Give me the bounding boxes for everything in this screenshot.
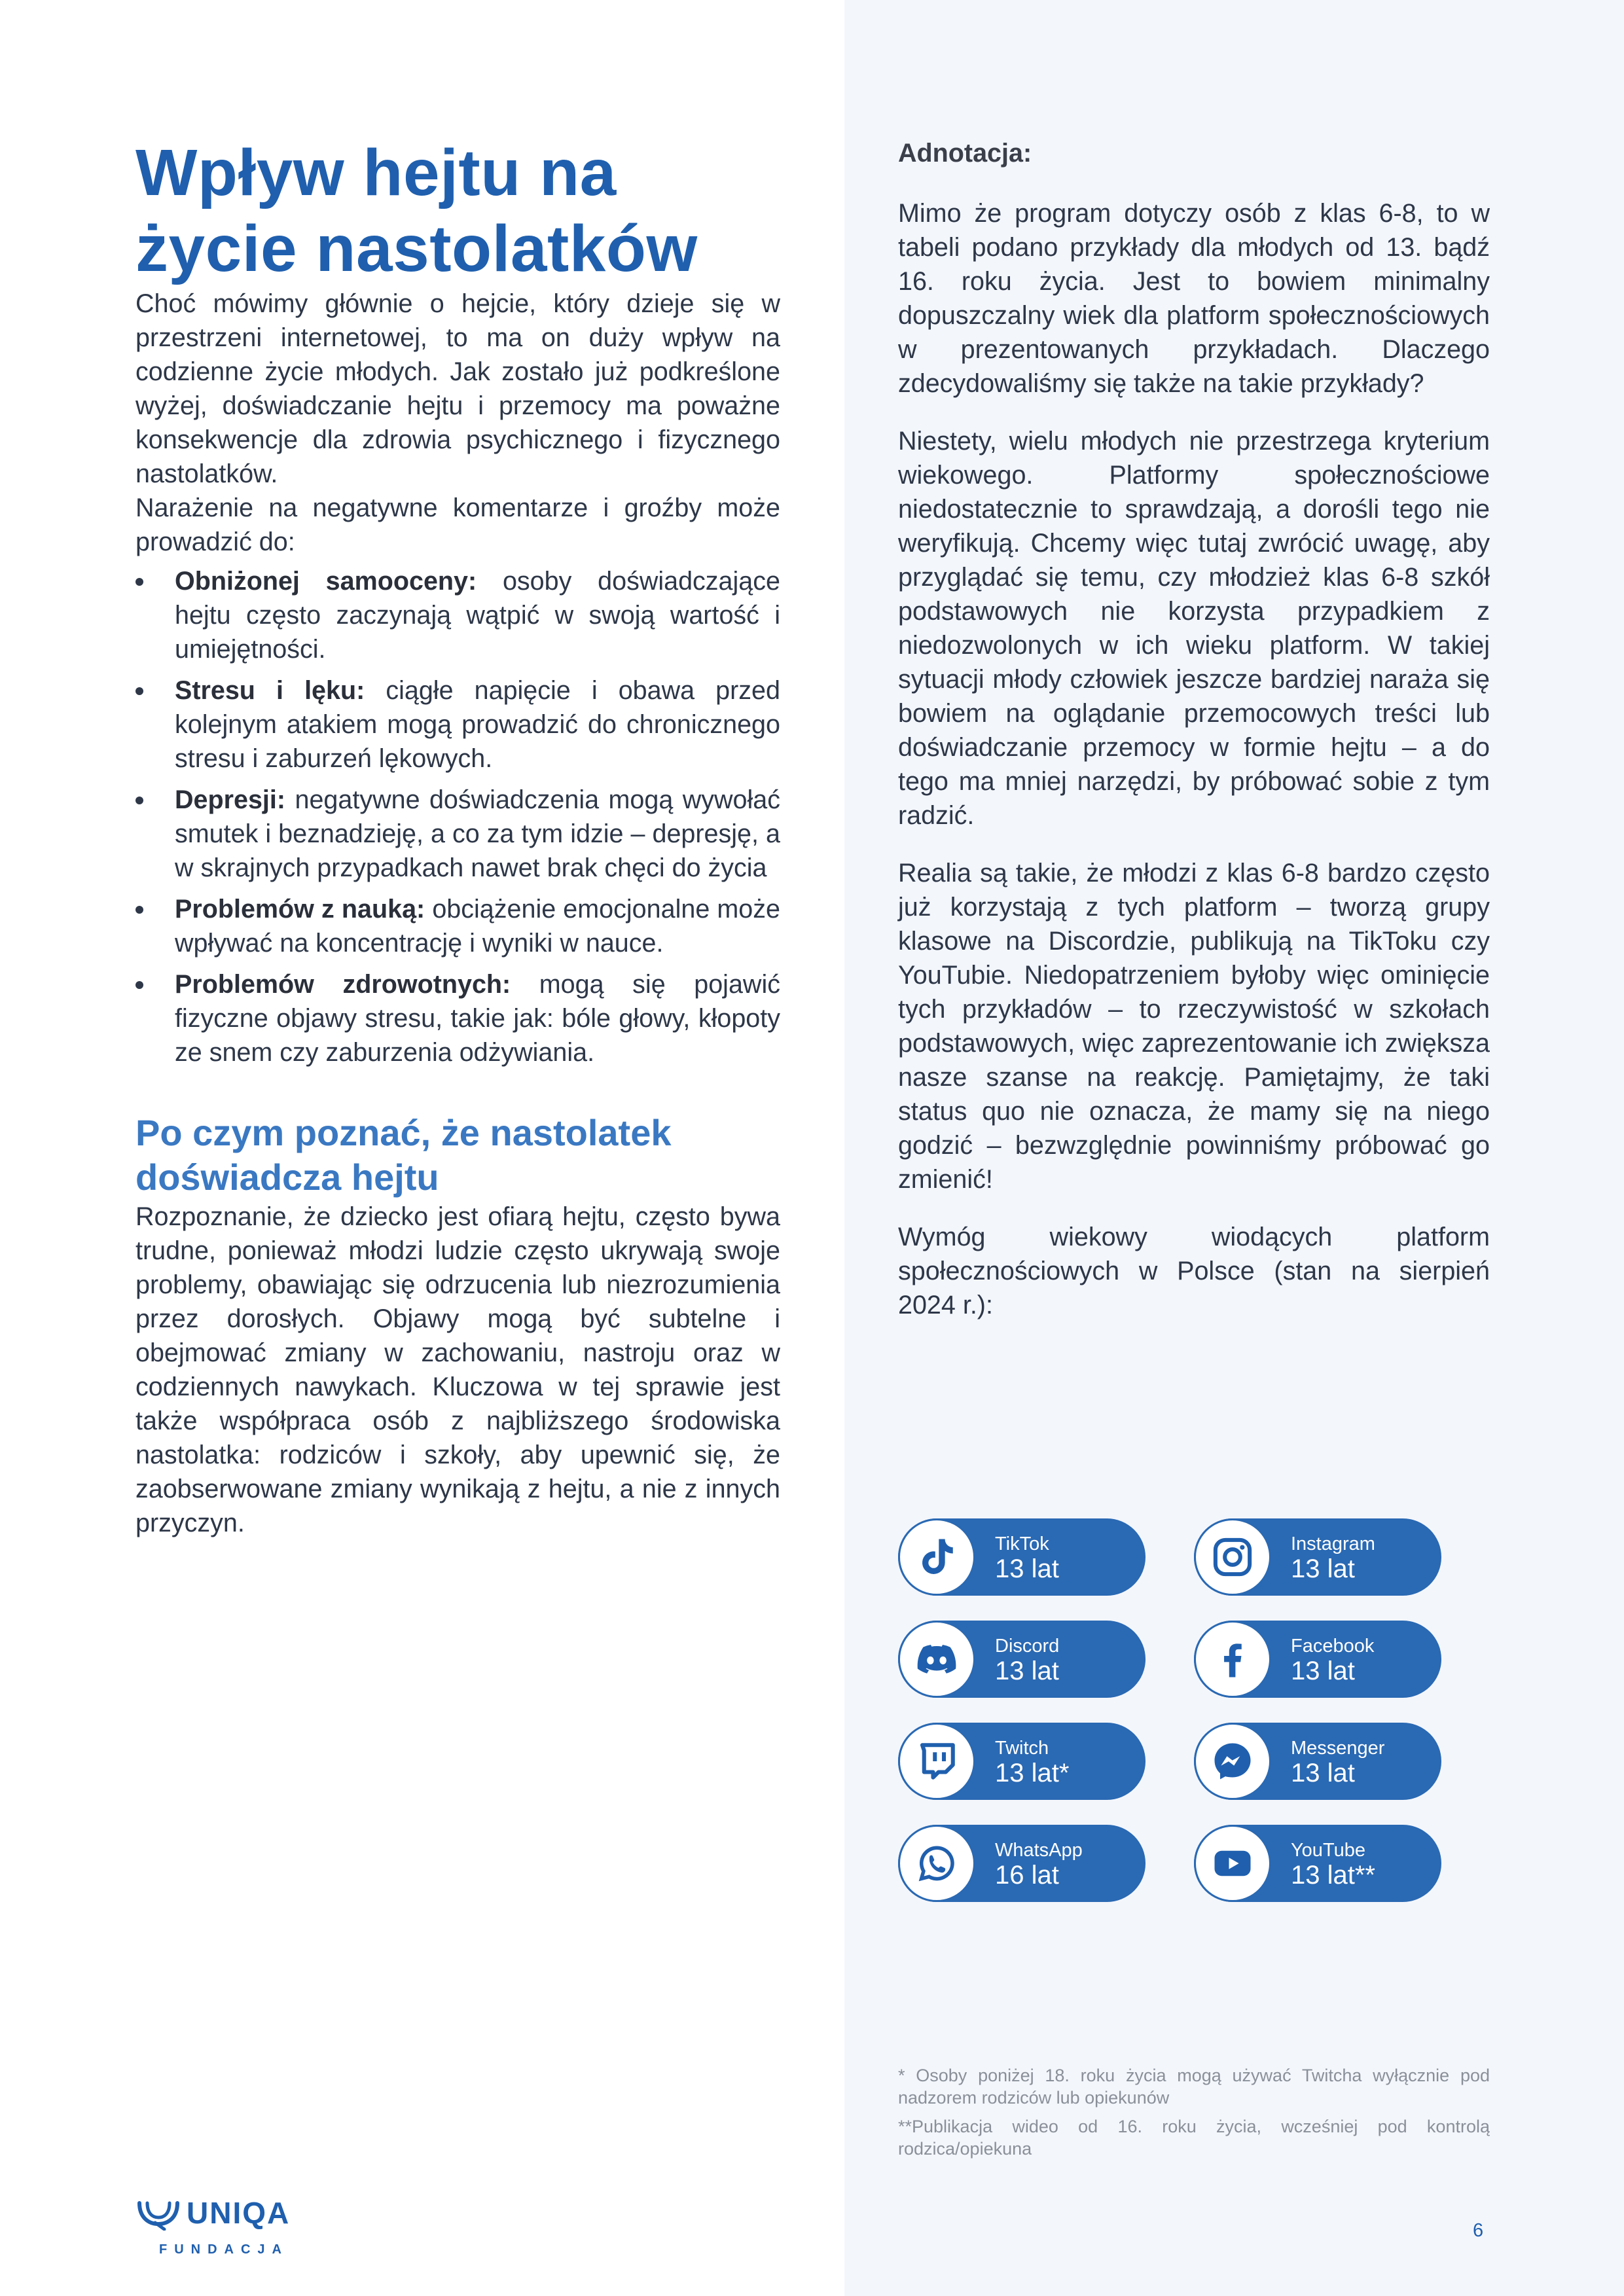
platform-age: 13 lat bbox=[995, 1554, 1059, 1583]
bullet-icon bbox=[135, 797, 143, 804]
platform-badges bbox=[898, 1518, 1474, 1902]
logo-subtitle: FUNDACJA bbox=[159, 2242, 289, 2257]
section-title-line-1: Po czym poznać, że nastolatek bbox=[135, 1112, 672, 1153]
list-item bbox=[135, 967, 780, 1069]
platform-badge-discord bbox=[898, 1621, 1146, 1698]
platform-age: 13 lat* bbox=[995, 1759, 1070, 1787]
platform-age: 13 lat bbox=[1291, 1759, 1355, 1787]
platform-age: 13 lat bbox=[995, 1657, 1059, 1685]
tiktok-icon bbox=[898, 1518, 975, 1596]
instagram-icon bbox=[1194, 1518, 1271, 1596]
footnote-youtube: **Publikacja wideo od 16. roku życia, wcześniej pod kontrolą rodzica/opiekuna bbox=[898, 2117, 1490, 2159]
list-item-text: mogą się pojawić fizyczne objawy stresu, takie jak: bóle głowy, kłopoty ze snem czy zaburzenia odżywiania. bbox=[175, 970, 780, 1067]
youtube-icon bbox=[1194, 1825, 1271, 1902]
page-title-line-1: Wpływ hejtu na bbox=[135, 136, 617, 209]
page-number: 6 bbox=[1473, 2220, 1484, 2241]
effects-list bbox=[135, 564, 780, 1069]
messenger-icon bbox=[1194, 1723, 1271, 1800]
intro-paragraph: Choć mówimy głównie o hejcie, który dzieje się w przestrzeni internetowej, to ma on duży wpływ na codzienne życie młodych. Jak zostało już podkreślone wyżej, doświadczanie hejtu i przemocy ma poważne konsekwencje dla zdrowia psychicznego i fizycznego nastolatków. bbox=[135, 289, 780, 488]
annotation-paragraph-3: Realia są takie, że młodzi z klas 6-8 bardzo często już korzystają z tych platform – tworzą grupy klasowe na Discordzie, publikują na TikToku czy YouTubie. Niedopatrzeniem byłoby więc ominięcie tych przykładów – to rzeczywistość w szkołach podstawowych, więc zaprezentowanie ich zwiększa nasze szanse na reakcję. Pamiętajmy, że taki status quo nie oznacza, że mamy się na niego godzić – bezwzględnie powinniśmy próbować go zmienić! bbox=[898, 859, 1490, 1194]
section-title-line-2: doświadcza hejtu bbox=[135, 1157, 439, 1198]
discord-icon bbox=[898, 1621, 975, 1698]
platform-age: 13 lat** bbox=[1291, 1861, 1375, 1890]
annotation-paragraph-2: Niestety, wielu młodych nie przestrzega kryterium wiekowego. Platformy społecznościowe niedostatecznie to sprawdzają, a dorośli tego nie weryfikują. Chcemy więc tutaj zwrócić uwagę, aby przyglądać się temu, czy młodzież klas 6-8 szkół podstawowych nie korzysta przypadkiem z niedozwolonych w ich wieku platform. W takiej sytuacji młody człowiek jeszcze bardziej naraża się bowiem na oglądanie przemocowych treści lub doświadczanie przemocy w formie hejtu – a do tego ma mniej narzędzi, by próbować sobie z tym radzić. bbox=[898, 427, 1490, 830]
list-item-term: Obniżonej samooceny: bbox=[175, 567, 477, 596]
bullet-icon bbox=[135, 578, 143, 586]
page-title bbox=[135, 135, 780, 287]
list-item-term: Stresu i lęku: bbox=[175, 676, 365, 705]
uniqa-logo bbox=[135, 2195, 306, 2261]
list-item-term: Problemów z nauką: bbox=[175, 895, 425, 924]
right-column bbox=[898, 136, 1490, 1322]
bullet-icon bbox=[135, 687, 143, 695]
left-column bbox=[135, 135, 780, 1540]
list-item bbox=[135, 783, 780, 885]
platform-name: YouTube bbox=[1291, 1840, 1365, 1861]
platform-name: Facebook bbox=[1291, 1636, 1375, 1657]
platform-age: 13 lat bbox=[1291, 1657, 1355, 1685]
platform-name: Messenger bbox=[1291, 1738, 1385, 1759]
lead-paragraph: Narażenie na negatywne komentarze i groźby może prowadzić do: bbox=[135, 493, 780, 556]
age-requirement-intro: Wymóg wiekowy wiodących platform społecznościowych w Polsce (stan na sierpień 2024 r.): bbox=[898, 1223, 1490, 1319]
list-item bbox=[135, 892, 780, 960]
platform-badge-facebook bbox=[1194, 1621, 1441, 1698]
platform-badge-messenger bbox=[1194, 1723, 1441, 1800]
platform-age: 16 lat bbox=[995, 1861, 1059, 1890]
logo-brand: UNIQA bbox=[187, 2196, 291, 2230]
annotation-label: Adnotacja: bbox=[898, 139, 1032, 168]
twitch-icon bbox=[898, 1723, 975, 1800]
footnote-twitch: * Osoby poniżej 18. roku życia mogą używać Twitcha wyłącznie pod nadzorem rodziców lub opiekunów bbox=[898, 2066, 1490, 2108]
list-item-term: Depresji: bbox=[175, 785, 286, 814]
platform-age: 13 lat bbox=[1291, 1554, 1355, 1583]
list-item bbox=[135, 673, 780, 776]
whatsapp-icon bbox=[898, 1825, 975, 1902]
list-item-text: obciążenie emocjonalne może wpływać na koncentrację i wyniki w nauce. bbox=[175, 895, 780, 958]
uniqa-logo-mark-icon bbox=[135, 2198, 181, 2231]
recognize-paragraph: Rozpoznanie, że dziecko jest ofiarą hejtu, często bywa trudne, ponieważ młodzi ludzie często ukrywają swoje problemy, obawiając się odrzucenia lub niezrozumienia przez dorosłych. Objawy mogą być subtelne i obejmować zmiany w zachowaniu, nastroju oraz w codziennych nawykach. Kluczowa w tej sprawie jest także współpraca osób z najbliższego środowiska nastolatka: rodziców i szkoły, aby upewnić się, że zaobserwowane zmiany wynikają z hejtu, a nie z innych przyczyn. bbox=[135, 1202, 780, 1537]
page-title-line-2: życie nastolatków bbox=[135, 212, 698, 285]
platform-name: Discord bbox=[995, 1636, 1060, 1657]
platform-name: Instagram bbox=[1291, 1534, 1375, 1554]
facebook-icon bbox=[1194, 1621, 1271, 1698]
platform-badge-tiktok bbox=[898, 1518, 1146, 1596]
list-item-text: osoby doświadczające hejtu często zaczynają wątpić w swoją wartość i umiejętności. bbox=[175, 567, 780, 664]
list-item bbox=[135, 564, 780, 666]
footnotes bbox=[898, 2064, 1490, 2166]
platform-badge-instagram bbox=[1194, 1518, 1441, 1596]
platform-name: WhatsApp bbox=[995, 1840, 1083, 1861]
platform-name: Twitch bbox=[995, 1738, 1049, 1759]
bullet-icon bbox=[135, 906, 143, 914]
platform-badge-whatsapp bbox=[898, 1825, 1146, 1902]
annotation-paragraph-1: Mimo że program dotyczy osób z klas 6-8, to w tabeli podano przykłady dla młodych od 13. bądź 16. roku życia. Jest to bowiem minimalny dopuszczalny wiek dla platform społecznościowych w prezentowanych przykładach. Dlaczego zdecydowaliśmy się także na takie przykłady? bbox=[898, 199, 1490, 398]
section-title bbox=[135, 1111, 780, 1200]
list-item-text: negatywne doświadczenia mogą wywołać smutek i beznadzieję, a co za tym idzie – depresję, a w skrajnych przypadkach nawet brak chęci do życia bbox=[175, 785, 780, 882]
list-item-term: Problemów zdrowotnych: bbox=[175, 970, 511, 999]
platform-badge-twitch bbox=[898, 1723, 1146, 1800]
platform-name: TikTok bbox=[995, 1534, 1049, 1554]
platform-badge-youtube bbox=[1194, 1825, 1441, 1902]
list-item-text: ciągłe napięcie i obawa przed kolejnym atakiem mogą prowadzić do chronicznego stresu i zaburzeń lękowych. bbox=[175, 676, 780, 773]
bullet-icon bbox=[135, 981, 143, 989]
